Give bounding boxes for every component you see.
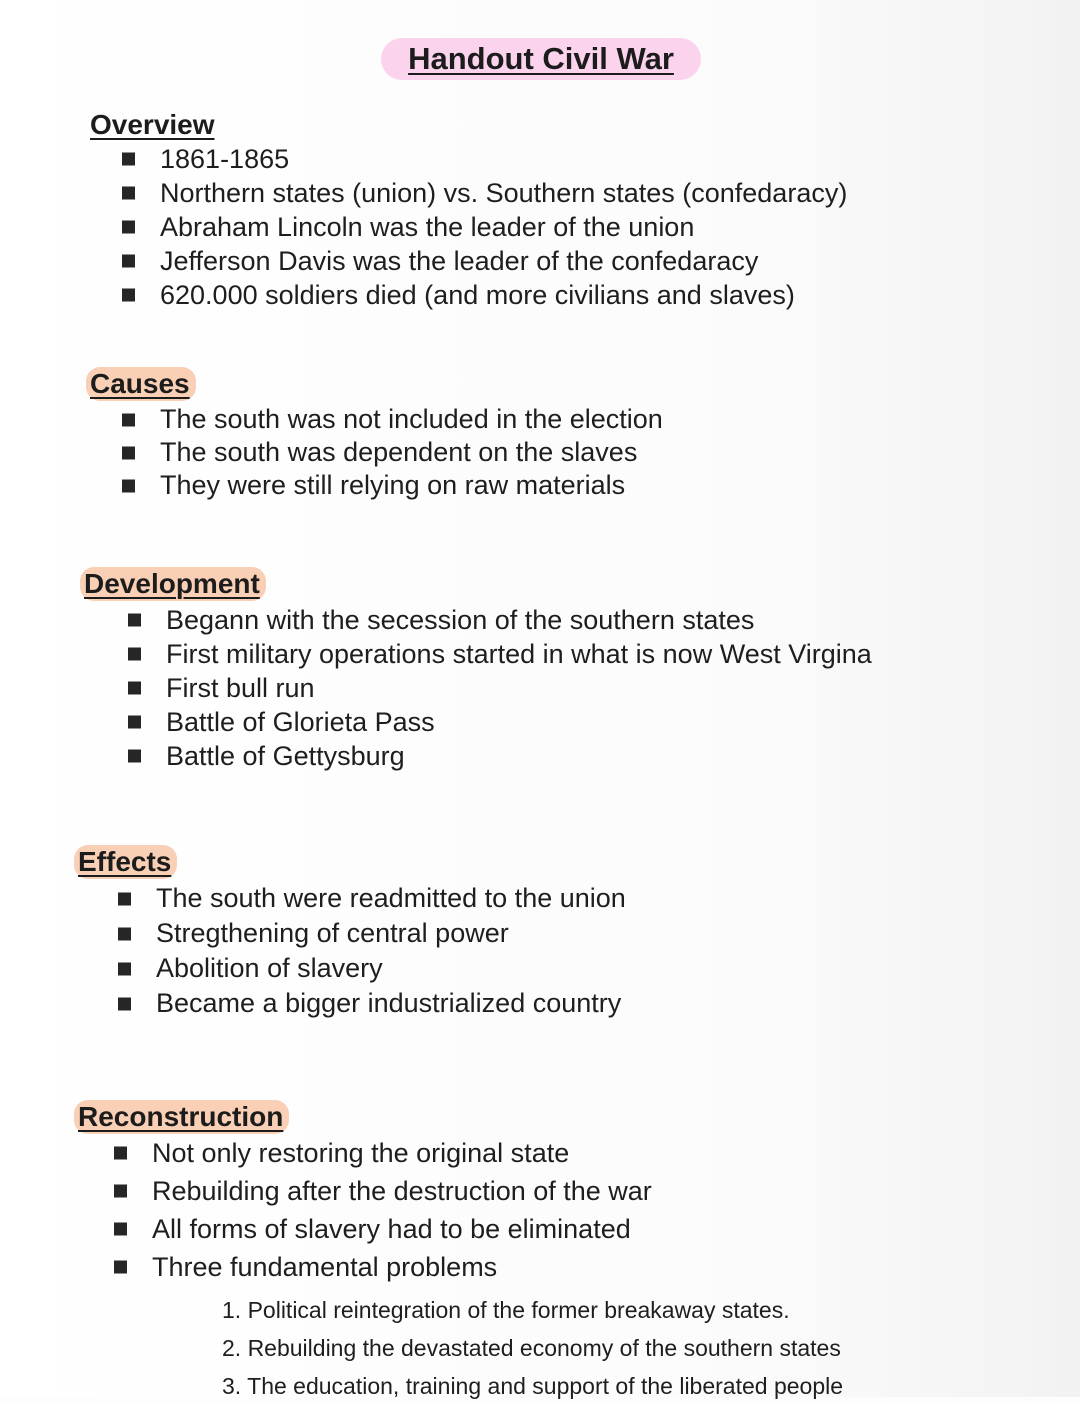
bullet-square-icon bbox=[118, 997, 131, 1010]
bullet-square-icon bbox=[118, 962, 131, 975]
section-reconstruction bbox=[74, 1100, 652, 1286]
section-heading-reconstruction: Reconstruction bbox=[74, 1100, 289, 1134]
list-item: Stregthening of central power bbox=[156, 916, 626, 951]
bullet-square-icon bbox=[118, 927, 131, 940]
bullet-square-icon bbox=[128, 648, 141, 661]
reconstruction-list bbox=[152, 1134, 652, 1286]
list-item: First bull run bbox=[166, 671, 872, 705]
list-item: 3. The education, training and support of the liberated people bbox=[222, 1373, 844, 1399]
page-title: Handout Civil War bbox=[408, 41, 674, 76]
bullet-square-icon bbox=[128, 614, 141, 627]
list-item: Rebuilding after the destruction of the war bbox=[152, 1172, 652, 1210]
section-heading-development: Development bbox=[80, 567, 266, 601]
bullet-square-icon bbox=[122, 413, 135, 426]
list-item: Abolition of slavery bbox=[156, 951, 626, 986]
effects-list bbox=[156, 881, 626, 1021]
list-item: 1861-1865 bbox=[160, 142, 847, 176]
list-item: Battle of Gettysburg bbox=[166, 739, 872, 773]
list-item: Three fundamental problems bbox=[152, 1248, 652, 1286]
section-heading-causes: Causes bbox=[86, 367, 196, 401]
overview-list bbox=[160, 142, 847, 312]
list-item: First military operations started in what is now West Virgina bbox=[166, 637, 872, 671]
section-overview bbox=[86, 108, 847, 312]
bullet-square-icon bbox=[128, 750, 141, 763]
fundamental-problems-list bbox=[222, 1291, 843, 1405]
bullet-square-icon bbox=[128, 716, 141, 729]
bullet-square-icon bbox=[114, 1147, 127, 1160]
section-heading-overview: Overview bbox=[90, 109, 215, 140]
list-item: Begann with the secession of the southern states bbox=[166, 603, 872, 637]
list-item: Jefferson Davis was the leader of the confedaracy bbox=[160, 244, 847, 278]
list-item: 620.000 soldiers died (and more civilians and slaves) bbox=[160, 278, 847, 312]
bullet-square-icon bbox=[118, 892, 131, 905]
development-list bbox=[166, 603, 872, 773]
bullet-square-icon bbox=[114, 1185, 127, 1198]
section-causes bbox=[86, 367, 663, 502]
list-item: 1. Political reintegration of the former breakaway states. bbox=[222, 1297, 790, 1323]
list-item: The south were readmitted to the union bbox=[156, 881, 626, 916]
bullet-square-icon bbox=[128, 682, 141, 695]
causes-list bbox=[160, 403, 663, 502]
bullet-square-icon bbox=[122, 479, 135, 492]
list-item: Abraham Lincoln was the leader of the union bbox=[160, 210, 847, 244]
list-item: They were still relying on raw materials bbox=[160, 469, 663, 502]
list-item: 2. Rebuilding the devastated economy of the southern states bbox=[222, 1335, 841, 1361]
list-item: All forms of slavery had to be eliminated bbox=[152, 1210, 652, 1248]
bullet-square-icon bbox=[122, 446, 135, 459]
bullet-square-icon bbox=[122, 255, 135, 268]
list-item: Not only restoring the original state bbox=[152, 1134, 652, 1172]
section-development bbox=[80, 567, 872, 773]
bullet-square-icon bbox=[114, 1261, 127, 1274]
section-effects bbox=[74, 845, 626, 1021]
list-item: Battle of Glorieta Pass bbox=[166, 705, 872, 739]
bullet-square-icon bbox=[122, 153, 135, 166]
bullet-square-icon bbox=[114, 1223, 127, 1236]
title-highlight bbox=[381, 38, 701, 80]
list-item: The south was dependent on the slaves bbox=[160, 436, 663, 469]
section-heading-effects: Effects bbox=[74, 845, 177, 879]
bullet-square-icon bbox=[122, 289, 135, 302]
bullet-square-icon bbox=[122, 221, 135, 234]
bullet-square-icon bbox=[122, 187, 135, 200]
list-item: Northern states (union) vs. Southern states (confedaracy) bbox=[160, 176, 847, 210]
list-item: The south was not included in the election bbox=[160, 403, 663, 436]
list-item: Became a bigger industrialized country bbox=[156, 986, 626, 1021]
